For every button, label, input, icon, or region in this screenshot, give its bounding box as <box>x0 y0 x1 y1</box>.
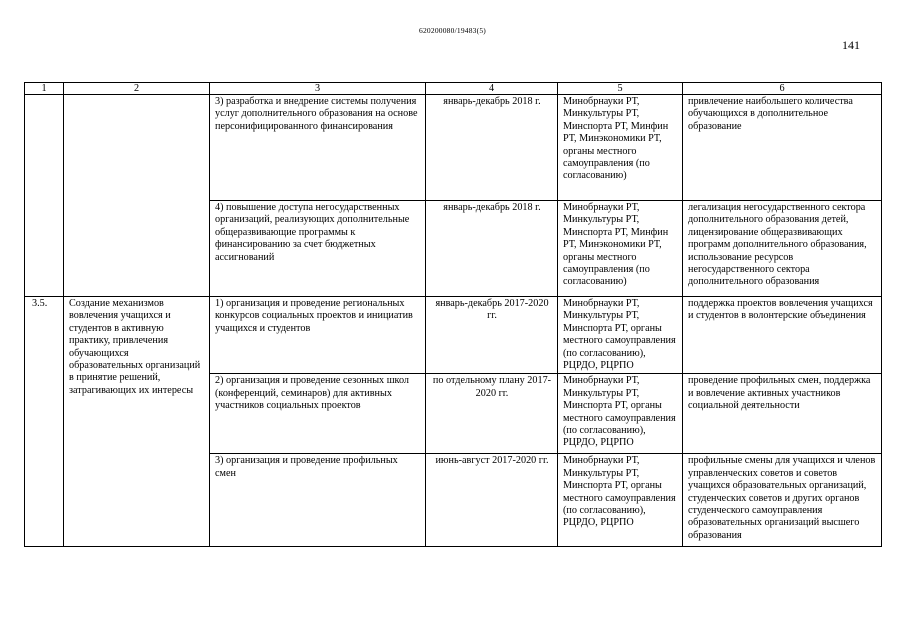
period-cell: январь-декабрь 2017-2020 гг. <box>426 297 558 374</box>
executors-cell: Минобрнауки РТ, Минкультуры РТ, Минспорта РТ, органы местного самоуправления (по согласованию), РЦРДО, РЦРПО <box>558 374 683 454</box>
column-header: 5 <box>558 83 683 95</box>
table-row <box>25 95 882 201</box>
item-number-cell <box>25 95 64 297</box>
result-cell: профильные смены для учащихся и членов управленческих советов и советов учащихся образовательных организаций, студенческих советов и других органов студенческого самоуправления образовательных организаций высшего образования <box>683 454 882 547</box>
executors-cell: Минобрнауки РТ, Минкультуры РТ, Минспорта РТ, органы местного самоуправления (по согласованию), РЦРДО, РЦРПО <box>558 297 683 374</box>
table-header-row <box>25 83 882 95</box>
page-number: 141 <box>842 38 860 52</box>
action-cell: 1) организация и проведение региональных конкурсов социальных проектов и инициатив учащихся и студентов <box>210 297 426 374</box>
column-header: 3 <box>210 83 426 95</box>
result-cell: легализация негосударственного сектора дополнительного образования детей, лицензирование общеразвивающих программ дополнительного образования, использование ресурсов негосударственного сектора дополнительного образования <box>683 201 882 297</box>
result-cell: поддержка проектов вовлечения учащихся и студентов в волонтерские объединения <box>683 297 882 374</box>
action-cell: 2) организация и проведение сезонных школ (конференций, семинаров) для активных участников социальных проектов <box>210 374 426 454</box>
item-title-cell: Создание механизмов вовлечения учащихся и студентов в активную практику, привлечения обучающихся образовательных организаций в принятие решений, затрагивающих их интересы <box>64 297 210 547</box>
period-cell: июнь-август 2017-2020 гг. <box>426 454 558 547</box>
executors-cell: Минобрнауки РТ, Минкультуры РТ, Минспорта РТ, Минфин РТ, Минэкономики РТ, органы местного самоуправления (по согласованию) <box>558 201 683 297</box>
plan-table <box>24 82 882 547</box>
column-header: 2 <box>64 83 210 95</box>
period-cell: январь-декабрь 2018 г. <box>426 201 558 297</box>
action-cell: 3) разработка и внедрение системы получения услуг дополнительного образования на основе персонифицированного финансирования <box>210 95 426 201</box>
column-header: 1 <box>25 83 64 95</box>
column-header: 4 <box>426 83 558 95</box>
document-id: 620200080/19483(5) <box>419 26 486 35</box>
table-row <box>25 297 882 374</box>
result-cell: привлечение наибольшего количества обучающихся в дополнительное образование <box>683 95 882 201</box>
item-number-cell: 3.5. <box>25 297 64 547</box>
action-cell: 3) организация и проведение профильных смен <box>210 454 426 547</box>
item-title-cell <box>64 95 210 297</box>
column-header: 6 <box>683 83 882 95</box>
result-cell: проведение профильных смен, поддержка и вовлечение активных участников социальной деятельности <box>683 374 882 454</box>
action-cell: 4) повышение доступа негосударственных организаций, реализующих дополнительные общеразвивающие программы к финансированию за счет бюджетных ассигнований <box>210 201 426 297</box>
executors-cell: Минобрнауки РТ, Минкультуры РТ, Минспорта РТ, Минфин РТ, Минэкономики РТ, органы местного самоуправления (по согласованию) <box>558 95 683 201</box>
period-cell: по отдельному плану 2017-2020 гг. <box>426 374 558 454</box>
executors-cell: Минобрнауки РТ, Минкультуры РТ, Минспорта РТ, органы местного самоуправления (по согласованию), РЦРДО, РЦРПО <box>558 454 683 547</box>
period-cell: январь-декабрь 2018 г. <box>426 95 558 201</box>
